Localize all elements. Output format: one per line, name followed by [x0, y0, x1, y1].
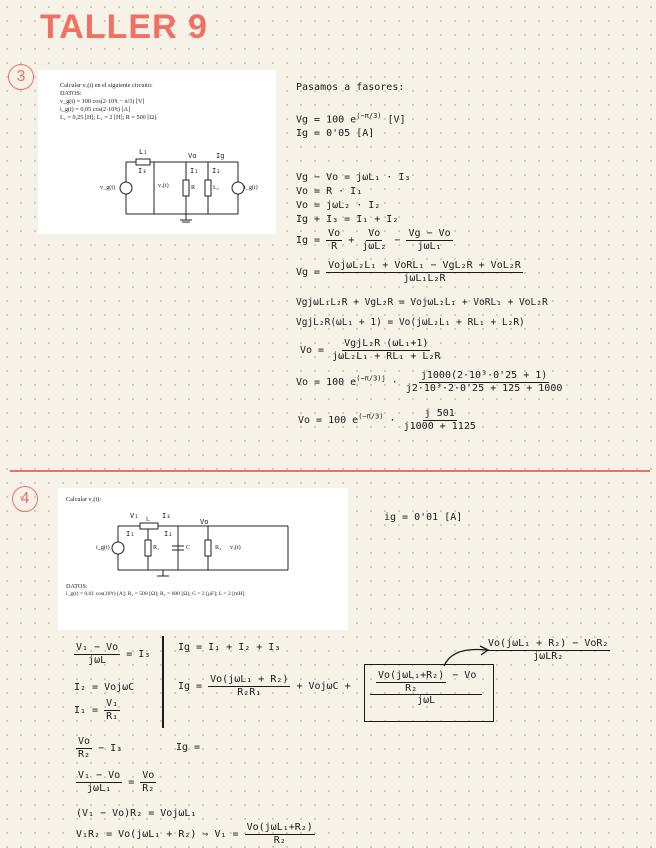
label-vo-node: Vo: [188, 152, 197, 160]
resistor-r: [183, 180, 189, 196]
label-vo: vₒ(t): [158, 182, 169, 189]
s3-eq-7: VgjωL₁L₂R + VgL₂R = VojωL₂L₁ + VoRL₁ + VoL₂R: [296, 297, 548, 308]
s3-vg-phasor: Vg = 100 $e^{(-\pi/3)}$ [V]: [296, 112, 406, 126]
s4-eq-i2: I₂ = VojωC: [74, 682, 135, 693]
s3-step-fasores: Pasamos a fasores:: [296, 82, 405, 93]
label-i3-4: I₃: [162, 512, 171, 520]
s3-eq-9: Vo = $\frac{\text{VgjL₂R (ωL₁+1)}}{\text{jωL₂L₁ + RL₁ + L₂R}}$: [300, 338, 441, 362]
s3-eq-1: Vg − Vo = jωL₁ · I₃: [296, 172, 411, 183]
circuit-3-diagram: [38, 70, 276, 234]
s3-ig-phasor: Ig = 0'05 [A]: [296, 128, 375, 139]
s4-eq-d: $\frac{Vo}{\text{R₂}}$ − I₃: [78, 736, 123, 760]
label-i3: I₃: [138, 167, 147, 175]
problem-3-datos: DATOS:: [60, 90, 82, 97]
s3-eq-2: Vo = R · I₁: [296, 186, 363, 197]
voltage-source-vg: [120, 182, 132, 194]
s4-eq-f: (V₁ − Vo)R₂ = VojωL₁: [76, 808, 197, 819]
s3-eq-8: VgjL₂R(ωL₁ + 1) = Vo(jωL₂L₁ + RL₁ + L₂R): [296, 317, 525, 328]
section-number-3: 3: [8, 64, 34, 90]
label-vo4: vₒ(t): [230, 544, 241, 551]
s4-eq-kcl: Ig = I₁ + I₂ + I₃: [178, 642, 281, 653]
label-i1-4: I₁: [126, 530, 135, 538]
current-source-ig4: [112, 542, 124, 554]
label-i2: I₂: [212, 167, 221, 175]
label-c: C: [186, 544, 191, 551]
label-ig: i_g(t): [244, 184, 258, 191]
current-source-ig: [232, 182, 244, 194]
label-l2: L₂: [213, 184, 219, 191]
s4-eq-ig: Ig = $\frac{\text{Vo(jωL₁ + R₂)}}{\text{R₂R₁}}$ + VojωC +: [178, 674, 351, 698]
resistor-r1: [145, 540, 151, 556]
inductor-l1: [136, 159, 150, 165]
boxed-term-content: $\frac{\text{Vo(jωL₁+R₂)}}{\text{R₂}}$ − Vo jωL: [370, 670, 482, 707]
column-divider: [162, 636, 164, 728]
s4-eq-a: $\frac{\text{V₁ − Vo}}{\text{jωL}}$ = I₃: [76, 642, 151, 666]
problem-4-values: i_g(t) = 0,01 cos(10³t) [A]; R₁ = 500 [Ω]; R₂ = 600 [Ω]; C = 2 [μF]; L = 2 [mH].: [66, 591, 246, 597]
circuit-4-diagram: [58, 488, 348, 630]
page-title: TALLER 9: [40, 8, 208, 46]
inductor-l2: [205, 180, 211, 196]
label-i1: I₁: [190, 167, 199, 175]
s4-eq-e: $\frac{\text{V₁ − Vo}}{\text{jωL₁}}$ = $\frac{Vo}{\text{R₂}}$: [78, 770, 155, 794]
label-r1: R₁: [153, 544, 160, 551]
label-l: L: [146, 516, 150, 523]
label-r2: R₂: [215, 544, 222, 551]
problem-3-vg: v_g(t) = 100 cos(2·10³t − π/3) [V]: [60, 98, 145, 105]
label-i2-4: I₂: [164, 530, 173, 538]
label-ig-node: Ig: [216, 152, 225, 160]
s4-eq-i1: I₁ = $\frac{\text{V₁}}{\text{R₁}}$: [74, 698, 119, 722]
s4-eq-expansion: $\frac{\text{Vo(jωL₁ + R₂) − VoR₂}}{\text{jωLR₂}}$: [488, 638, 609, 662]
resistor-r2: [205, 540, 211, 556]
label-v1-node: V₁: [130, 512, 139, 520]
s3-eq-10: Vo = 100 $e^{(-\pi/3)j}$ · $\frac{\text{j1000(2·10³·0'25 + 1)}}{\text{j2·10³·2·0'25 + 125 + 1000}}$: [296, 370, 563, 394]
label-vo-node4: Vo: [200, 518, 209, 526]
s4-ig-value: ig = 0'01 [A]: [384, 512, 463, 523]
problem-4-statement: Calcular vₒ(t):: [66, 496, 101, 503]
label-l1: L₁: [139, 148, 148, 156]
section-number-4: 4: [12, 486, 38, 512]
s3-eq-5: Ig = $\frac{Vo}{R}$ + $\frac{Vo}{\text{jωL₂}}$ − $\frac{Vg - Vo}{\text{jωL₁}}$: [296, 228, 451, 252]
label-vg: v_g(t): [100, 184, 116, 191]
s3-eq-4: Ig + I₃ = I₁ + I₂: [296, 214, 399, 225]
s3-eq-6: Vg = $\frac{\text{VojωL₂L₁ + VoRL₁ − VgL₂R + VoL₂R}}{\text{jωL₁L₂R}}$: [296, 260, 521, 284]
problem-3-statement: Calcular vₒ(t) en el siguiente circuito:: [60, 82, 153, 89]
problem-4-card: [58, 488, 348, 630]
s3-eq-11: Vo = 100 $e^{(-\pi/3)}$ · $\frac{j 501}{j1000 + 1125}$: [298, 408, 476, 432]
problem-4-datos: DATOS:: [66, 583, 88, 590]
section-divider: [10, 470, 650, 472]
label-r: R: [191, 184, 196, 191]
problem-3-values: L₁ = 0,25 [H]; L₂ = 2 [H]; R = 500 [Ω].: [60, 114, 158, 121]
s4-eq-g: V₁R₂ = Vo(jωL₁ + R₂) ⇒ V₁ = $\frac{\text{Vo(jωL₁+R₂)}}{\text{R₂}}$: [76, 822, 313, 846]
s3-eq-3: Vo = jωL₂ · I₂: [296, 200, 381, 211]
label-ig4: i_g(t): [96, 544, 110, 551]
problem-3-card: [38, 70, 276, 234]
s4-eq-ig-partial: Ig =: [176, 742, 201, 753]
problem-3-ig: i_g(t) = 0,05 cos(2·10³t) [A]: [60, 106, 131, 113]
